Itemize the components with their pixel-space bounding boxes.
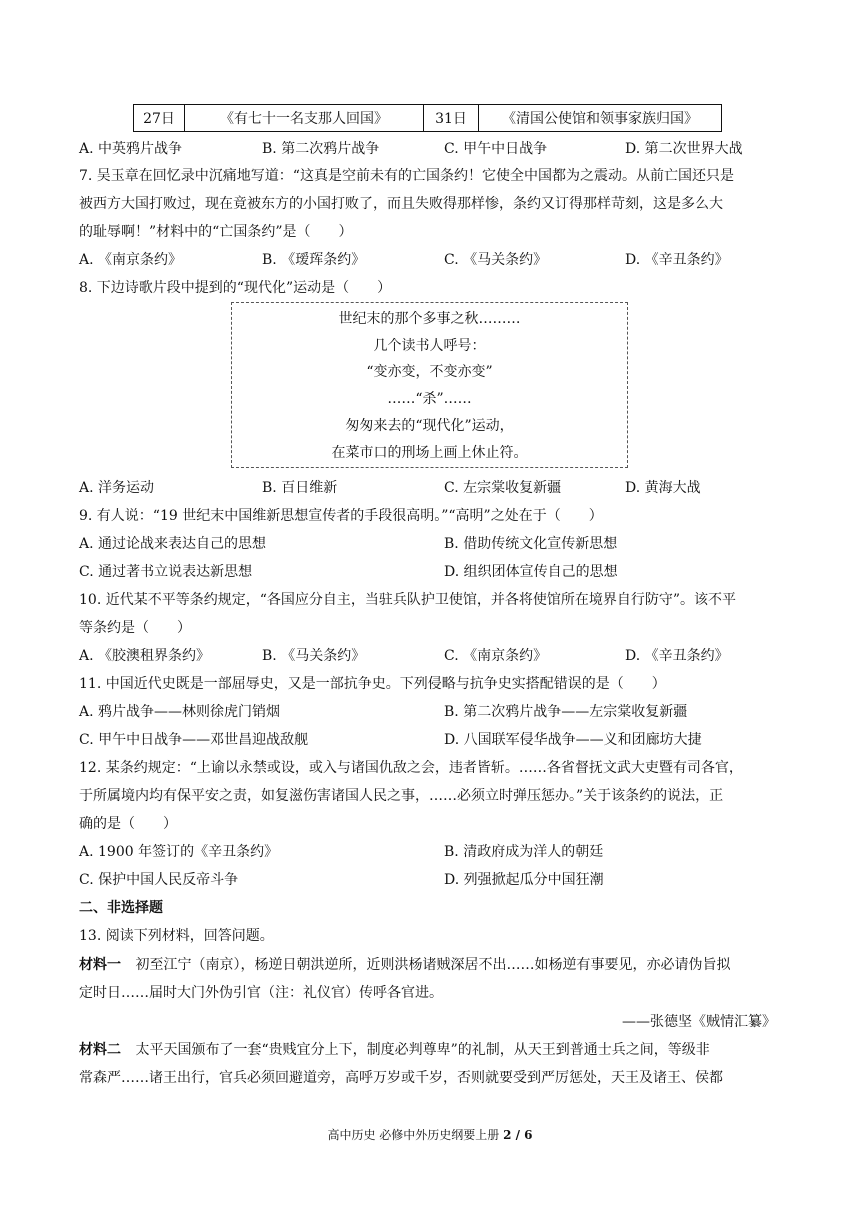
q7-option-d: D. 《辛丑条约》 bbox=[625, 252, 729, 268]
q13-stem: 13. 阅读下列材料，回答问题。 bbox=[79, 928, 274, 944]
table-cell: 27日 bbox=[134, 105, 185, 132]
footer-title: 高中历史 必修中外历史纲要上册 bbox=[327, 1128, 504, 1142]
q12-option-a: A. 1900 年签订的《辛丑条约》 bbox=[79, 844, 279, 860]
q8-option-b: B. 百日维新 bbox=[262, 480, 338, 496]
q11-option-b: B. 第二次鸦片战争——左宗棠收复新疆 bbox=[444, 704, 688, 720]
q12-option-d: D. 列强掀起瓜分中国狂潮 bbox=[444, 872, 604, 888]
poem-line: 世纪末的那个多事之秋……… bbox=[338, 311, 521, 327]
q10-option-c: C. 《南京条约》 bbox=[444, 648, 548, 664]
q10-option-b: B. 《马关条约》 bbox=[262, 648, 366, 664]
poem-line: 匆匆来去的“现代化”运动， bbox=[345, 418, 514, 434]
q10-stem: 等条约是（ ） bbox=[79, 620, 191, 636]
material-1-label: 材料一 bbox=[79, 957, 121, 973]
material-1-line bbox=[79, 955, 730, 975]
q7-option-b: B. 《瑷珲条约》 bbox=[262, 252, 366, 268]
newspaper-table bbox=[133, 104, 722, 132]
material-2-text: 太平天国颁布了一套“贵贱宜分上下，制度必判尊卑”的礼制，从天王到普通士兵之间，等级非 bbox=[135, 1042, 710, 1058]
q12-option-b: B. 清政府成为洋人的朝廷 bbox=[444, 844, 604, 860]
q11-option-d: D. 八国联军侵华战争——义和团廊坊大捷 bbox=[444, 732, 702, 748]
q12-option-c: C. 保护中国人民反帝斗争 bbox=[79, 872, 239, 888]
material-1-text: 定时日……届时大门外伪引官（注：礼仪官）传呼各官进。 bbox=[79, 985, 443, 1001]
material-1-source: ——张德坚《贼情汇纂》 bbox=[622, 1014, 776, 1030]
q11-stem: 11. 中国近代史既是一部屈辱史，又是一部抗争史。下列侵略与抗争史实搭配错误的是（ ） bbox=[79, 676, 666, 692]
material-1-text: 初至江宁（南京），杨逆日朝洪逆所，近则洪杨诸贼深居不出……如杨逆有事要见，亦必请伪旨拟 bbox=[135, 957, 731, 973]
q10-option-d: D. 《辛丑条约》 bbox=[625, 648, 729, 664]
material-2-line bbox=[79, 1040, 710, 1060]
q7-stem: 的耻辱啊！”材料中的“亡国条约”是（ ） bbox=[79, 224, 353, 240]
q11-option-a: A. 鸦片战争——林则徐虎门销烟 bbox=[79, 704, 281, 720]
section-heading: 二、非选择题 bbox=[79, 900, 163, 916]
page-number: 2 / 6 bbox=[503, 1128, 533, 1142]
poem-line: ……“杀”…… bbox=[387, 391, 472, 407]
q12-stem: 12. 某条约规定：“上谕以永禁或设，或入与诸国仇敌之会，违者皆斩。……各省督抚文武大吏暨有司各官， bbox=[79, 760, 743, 776]
q9-option-d: D. 组织团体宣传自己的思想 bbox=[444, 564, 618, 580]
q9-option-b: B. 借助传统文化宣传新思想 bbox=[444, 536, 618, 552]
q8-option-c: C. 左宗棠收复新疆 bbox=[444, 480, 562, 496]
material-2-text: 常森严……诸王出行，官兵必须回避道旁，高呼万岁或千岁，否则就要受到严厉惩处，天王及诸王、侯都 bbox=[79, 1070, 723, 1086]
q9-option-c: C. 通过著书立说表达新思想 bbox=[79, 564, 253, 580]
poem-line: “变亦变，不变亦变” bbox=[366, 364, 493, 380]
q9-option-a: A. 通过论战来表达自己的思想 bbox=[79, 536, 267, 552]
poem-box bbox=[231, 302, 628, 468]
q8-option-d: D. 黄海大战 bbox=[625, 480, 701, 496]
q6-option-a: A. 中英鸦片战争 bbox=[79, 141, 183, 157]
q12-stem: 于所属境内均有保平安之责，如复滋伤害诸国人民之事，……必须立时弹压惩办。”关于该条约的说法，正 bbox=[79, 788, 724, 804]
poem-line: 几个读书人呼号： bbox=[373, 338, 486, 354]
q8-stem: 8. 下边诗歌片段中提到的“现代化”运动是（ ） bbox=[79, 280, 392, 296]
q6-option-c: C. 甲午中日战争 bbox=[444, 141, 548, 157]
q6-option-d: D. 第二次世界大战 bbox=[625, 141, 743, 157]
poem-line: 在菜市口的刑场上画上休止符。 bbox=[331, 445, 528, 461]
q11-option-c: C. 甲午中日战争——邓世昌迎战敌舰 bbox=[79, 732, 309, 748]
q10-stem: 10. 近代某不平等条约规定，“各国应分自主，当驻兵队护卫使馆，并各将使馆所在境界自行防守”。该不平 bbox=[79, 592, 737, 608]
q8-option-a: A. 洋务运动 bbox=[79, 480, 155, 496]
material-2-label: 材料二 bbox=[79, 1042, 121, 1058]
q9-stem: 9. 有人说：“19 世纪末中国维新思想宣传者的手段很高明。”“高明”之处在于（ ） bbox=[79, 508, 603, 524]
table-row bbox=[134, 105, 722, 132]
q7-option-a: A. 《南京条约》 bbox=[79, 252, 183, 268]
q12-stem: 确的是（ ） bbox=[79, 816, 177, 832]
table-cell: 《有七十一名支那人回国》 bbox=[185, 105, 424, 132]
table-cell: 《清国公使馆和领事家族归国》 bbox=[479, 105, 722, 132]
q7-stem: 被西方大国打败过，现在竟被东方的小国打败了，而且失败得那样惨，条约又订得那样苛刻，这是多么大 bbox=[79, 196, 723, 212]
q7-stem: 7. 吴玉章在回忆录中沉痛地写道：“这真是空前未有的亡国条约！它使全中国都为之震动。从前亡国还只是 bbox=[79, 168, 734, 184]
q7-option-c: C. 《马关条约》 bbox=[444, 252, 548, 268]
table-cell: 31日 bbox=[424, 105, 479, 132]
q10-option-a: A. 《胶澳租界条约》 bbox=[79, 648, 211, 664]
q6-option-b: B. 第二次鸦片战争 bbox=[262, 141, 380, 157]
page-footer bbox=[0, 1126, 860, 1143]
